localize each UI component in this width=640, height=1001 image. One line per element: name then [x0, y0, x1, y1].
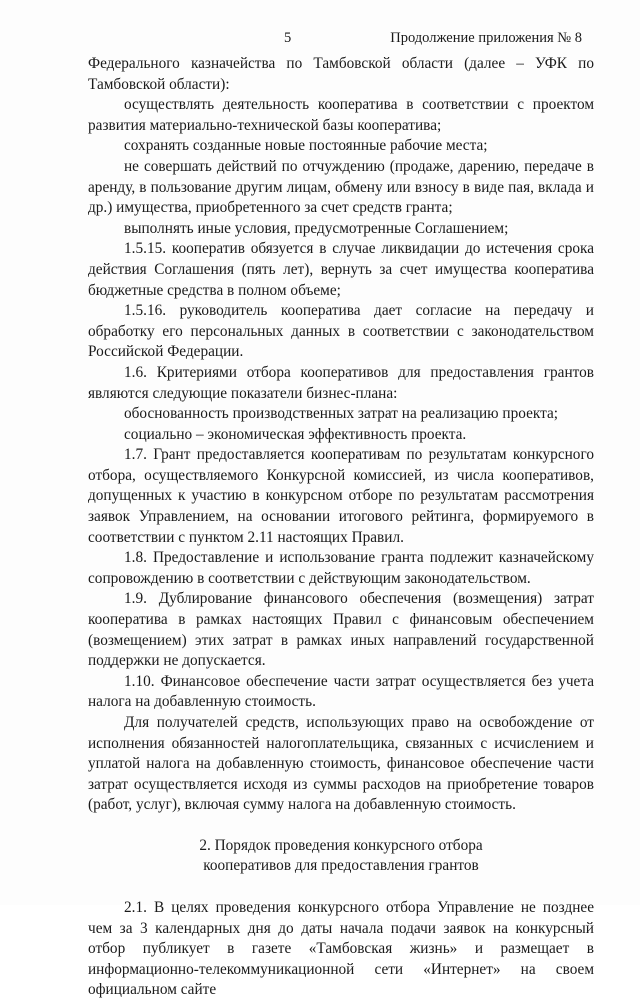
section-title-line-2: кооперативов для предоставления грантов [203, 856, 479, 874]
paragraph: сохранять созданные новые постоянные рабочие места; [124, 137, 488, 155]
paragraph: выполнять иные условия, предусмотренные Соглашением; [124, 219, 509, 237]
paragraph: Федерального казначейства по Тамбовской области (далее – УФК по Тамбовской области): [88, 55, 594, 93]
paragraph: не совершать действий по отчуждению (продаже, дарению, передаче в аренду, в пользование другим лицам, обмену или взносу в виде пая, вклада и др.) имущества, приобретенного за счет средств гранта; [88, 157, 594, 217]
paragraph: 1.5.16. руководитель кооператива дает согласие на передачу и обработку его персональных данных в соответствии с законодательством Российской Федерации. [88, 302, 594, 361]
paragraph: социально – экономическая эффективность проекта. [124, 425, 467, 443]
paragraph: 1.10. Финансовое обеспечение части затрат осуществляется без учета налога на добавленную стоимость. [88, 672, 594, 711]
paragraph: 1.5.15. кооператив обязуется в случае ликвидации до истечения срока действия Соглашения (пять лет), вернуть за счет имущества кооператива бюджетные средства в полном объеме; [88, 240, 594, 299]
paragraph: 1.9. Дублирование финансового обеспечения (возмещения) затрат кооператива в рамках настоящих Правил с финансовым обеспечением (возмещением) этих затрат в рамках иных направлений государственной поддержки не допускается. [88, 590, 594, 670]
section-title-line-1: 2. Порядок проведения конкурсного отбора [199, 836, 483, 854]
paragraph: 1.7. Грант предоставляется кооперативам по результатам конкурсного отбора, осуществляемого Конкурсной комиссией, из числа кооперативов, допущенных к участию в конкурсном отборе по результатам рассмотрения заявок Управлением, на основании итогового рейтинга, формируемого в соответствии с пунктом 2.11 настоящих Правил. [88, 446, 594, 546]
page-number: 5 [284, 30, 292, 46]
document-body [88, 54, 594, 1001]
appendix-note: Продолжение приложения № 8 [390, 30, 582, 46]
paragraph: 1.8. Предоставление и использование гранта подлежит казначейскому сопровождению в соответствии с действующим законодательством. [88, 549, 594, 587]
paragraph: обоснованность производственных затрат на реализацию проекта; [124, 405, 558, 423]
paragraph: 2.1. В целях проведения конкурсного отбора Управление не позднее чем за 3 календарных дня до даты начала подачи заявок на конкурсный отбор публикует в газете «Тамбовская жизнь» и размещает в информационно-телекоммуникационной сети «Интернет» на своем официальном сайте [88, 898, 594, 999]
paragraph: Для получателей средств, использующих право на освобождение от исполнения обязанностей налогоплательщика, связанных с исчислением и уплатой налога на добавленную стоимость, финансовое обеспечение части затрат осуществляется исходя из суммы расходов на приобретение товаров (работ, услуг), включая сумму налога на добавленную стоимость. [88, 714, 594, 814]
paragraph: 1.6. Критериями отбора кооперативов для предоставления грантов являются следующие показатели бизнес-плана: [88, 363, 594, 402]
paragraph: осуществлять деятельность кооператива в соответствии с проектом развития материально-технической базы кооператива; [88, 96, 594, 134]
